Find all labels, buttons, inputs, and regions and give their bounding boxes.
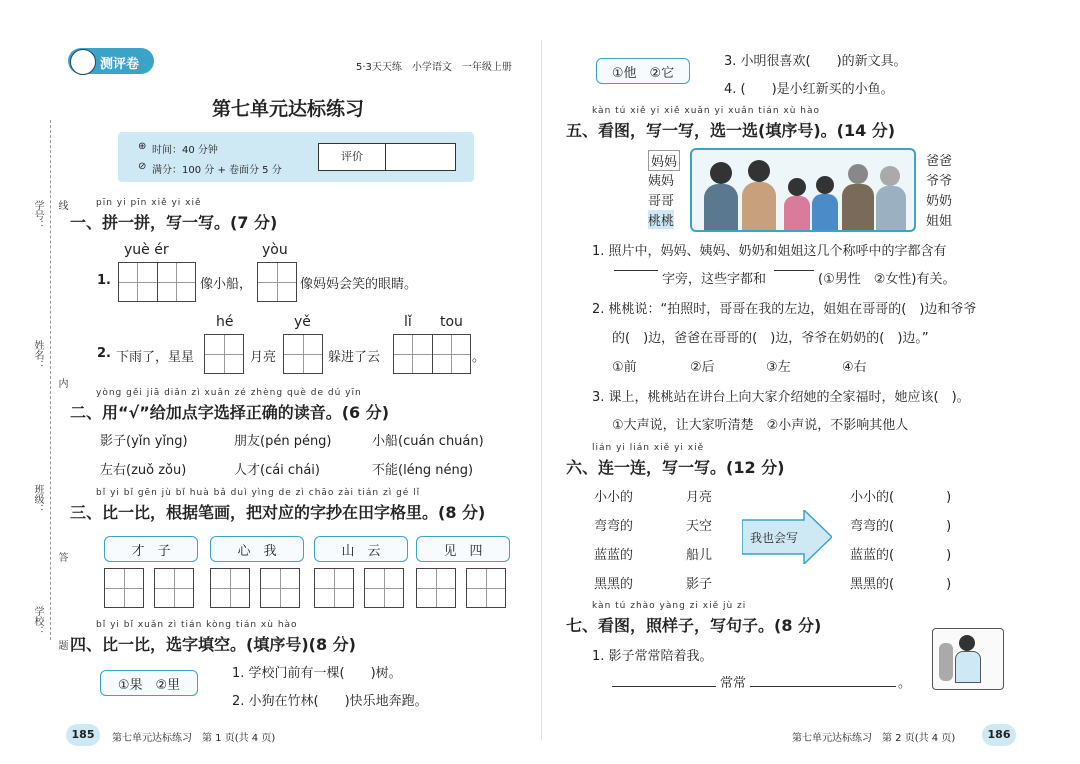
- s5-pinyin: kàn tú xiě yi xiě xuǎn yi xuǎn tián xù hào: [592, 106, 820, 116]
- s5-q1a: 1. 照片中，妈妈、姨妈、奶奶和姐姐这几个称呼中的字都含有: [592, 244, 947, 259]
- s6-left-2: 弯弯的: [594, 519, 634, 534]
- right-page-number: 186: [987, 728, 1011, 741]
- s3-pair-1-text: 才 子: [131, 543, 171, 559]
- family-photo: [690, 148, 916, 232]
- s1-q1-num: 1.: [97, 273, 111, 288]
- girl-body-icon: [955, 651, 981, 683]
- s1-py-6: tou: [440, 314, 463, 330]
- s5-q2-opt-1: ①前: [612, 360, 637, 375]
- side-d2: 内: [56, 378, 67, 388]
- s1-py-4: yě: [294, 314, 311, 330]
- info-box: [118, 132, 474, 182]
- clock-icon: ⊕: [138, 141, 147, 152]
- s3-pair-1: [104, 536, 198, 562]
- s2-item-3[interactable]: 小船(cuán chuán): [372, 434, 484, 449]
- side-d1: 线: [56, 200, 67, 210]
- label-mama: 妈妈: [648, 150, 680, 171]
- s1-q1-a: 像小船，: [200, 277, 253, 292]
- person-icon: [784, 196, 810, 230]
- s6-title: 六、连一连，写一写。(12 分): [566, 458, 785, 477]
- person-icon: [842, 184, 874, 230]
- s6-mid-4[interactable]: 影子: [686, 577, 713, 592]
- r-q4: 4. ( )是小红新买的小鱼。: [724, 82, 894, 97]
- badge-label: 测评卷: [100, 57, 140, 72]
- s1-q2-num: 2.: [97, 346, 111, 361]
- s1-q2-a: 月亮: [250, 350, 277, 365]
- s3-grid-6[interactable]: [364, 568, 404, 608]
- s3-grid-1[interactable]: [104, 568, 144, 608]
- s7-blank-2[interactable]: [750, 670, 896, 687]
- s6-arrow-text: 我也会写: [750, 531, 799, 545]
- right-page: [542, 0, 1080, 764]
- s5-q1c: (①男性 ②女性)有关。: [818, 272, 956, 287]
- score-icon: ⊘: [138, 161, 147, 172]
- s3-pair-3: [314, 536, 408, 562]
- label-jiejie: 姐姐: [926, 214, 953, 229]
- s2-item-5[interactable]: 人才(cái chái): [234, 463, 320, 478]
- s1-pinyin: pīn yi pīn xiě yi xiě: [96, 198, 202, 208]
- s7-q1: 1. 影子常常陪着我。: [592, 649, 713, 664]
- s5-q3-opts: ①大声说，让大家听清楚 ②小声说，不影响其他人: [612, 418, 909, 433]
- s6-right-3[interactable]: 蓝蓝的( ): [850, 548, 952, 563]
- s2-pinyin: yòng gěi jiā diǎn zì xuǎn zé zhèng què de dú yīn: [96, 388, 362, 398]
- person-icon: [848, 164, 868, 184]
- s3-grid-8[interactable]: [466, 568, 506, 608]
- s6-mid-3[interactable]: 船儿: [686, 548, 713, 563]
- s1-q2-end: 。: [472, 350, 486, 365]
- s6-left-4: 黑黑的: [594, 577, 634, 592]
- s3-pair-2: [210, 536, 304, 562]
- s2-item-6[interactable]: 不能(léng néng): [372, 463, 474, 478]
- right-footer-text: 第七单元达标练习 第 2 页(共 4 页): [792, 733, 956, 744]
- r-q3: 3. 小明很喜欢( )的新文具。: [724, 54, 907, 69]
- s5-q1b: 字旁，这些字都和: [662, 272, 767, 287]
- s6-mid-1[interactable]: 月亮: [686, 490, 713, 505]
- label-baba: 爸爸: [926, 154, 953, 169]
- label-nainai: 奶奶: [926, 194, 953, 209]
- side-d3: 答: [56, 552, 67, 562]
- s4-q2: 2. 小狗在竹林( )快乐地奔跑。: [232, 694, 428, 709]
- s2-item-1[interactable]: 影子(yǐn yǐng): [100, 434, 188, 449]
- person-icon: [816, 176, 834, 194]
- page-title: 第七单元达标练习: [212, 98, 365, 120]
- s2-item-2[interactable]: 朋友(pén péng): [234, 434, 332, 449]
- s3-title: 三、比一比，根据笔画，把对应的字抄在田字格里。(8 分): [70, 503, 486, 522]
- s3-grid-5[interactable]: [314, 568, 354, 608]
- s3-grid-2[interactable]: [154, 568, 194, 608]
- s3-pair-4: [416, 536, 510, 562]
- s6-right-1[interactable]: 小小的( ): [850, 490, 952, 505]
- s2-item-4[interactable]: 左右(zuǒ zǒu): [100, 463, 187, 478]
- s6-mid-2[interactable]: 天空: [686, 519, 713, 534]
- s1-q2-b: 躲进了云: [328, 350, 381, 365]
- label-gege: 哥哥: [648, 194, 675, 209]
- s4-title: 四、比一比，选字填空。(填序号)(8 分): [70, 635, 356, 654]
- person-icon: [876, 186, 906, 230]
- s6-left-3: 蓝蓝的: [594, 548, 634, 563]
- s3-grid-7[interactable]: [416, 568, 456, 608]
- s3-pair-2-text: 心 我: [237, 543, 277, 559]
- book-header: 5·3天天练 小学语文 一年级上册: [356, 62, 512, 73]
- side-rule: [50, 120, 52, 640]
- side-xuexiao: 学校：: [32, 606, 43, 636]
- s6-pinyin: lián yi lián xiě yi xiě: [592, 443, 705, 453]
- grid-litou[interactable]: [393, 334, 471, 374]
- r-options: [596, 58, 690, 84]
- s3-grid-4[interactable]: [260, 568, 300, 608]
- side-d4: 题: [56, 640, 67, 650]
- s5-q2-opt-2: ②后: [690, 360, 715, 375]
- s5-blank-1[interactable]: [614, 256, 658, 271]
- grid-you[interactable]: [257, 262, 297, 302]
- left-footer-text: 第七单元达标练习 第 1 页(共 4 页): [112, 733, 276, 744]
- grid-ye[interactable]: [283, 334, 323, 374]
- s5-q3: 3. 课上，桃桃站在讲台上向大家介绍她的全家福时，她应该( )。: [592, 390, 970, 405]
- person-icon: [742, 182, 776, 230]
- s3-pair-4-text: 见 四: [443, 543, 483, 559]
- label-yima: 姨妈: [648, 174, 675, 189]
- eval-box[interactable]: [318, 143, 456, 171]
- side-banji: 班级：: [32, 484, 43, 514]
- s6-right-2[interactable]: 弯弯的( ): [850, 519, 952, 534]
- girl-illustration: [932, 628, 1004, 690]
- s7-pinyin: kàn tú zhào yàng zi xiě jù zi: [592, 601, 747, 611]
- s1-py-1: yuè ér: [124, 242, 169, 258]
- s5-q2-opt-3: ③左: [766, 360, 791, 375]
- person-icon: [812, 194, 838, 230]
- label-taotao: 桃桃: [648, 210, 674, 229]
- r-options-text: ①他 ②它: [611, 65, 675, 81]
- s1-py-3: hé: [216, 314, 234, 330]
- person-icon: [710, 162, 732, 184]
- grid-he[interactable]: [204, 334, 244, 374]
- s7-title: 七、看图，照样子，写句子。(8 分): [566, 616, 822, 635]
- person-icon: [880, 166, 900, 186]
- girl-head-icon: [959, 635, 975, 651]
- s3-pinyin: bǐ yi bǐ gēn jù bǐ huà bǎ duì yìng de zì chāo zài tián zì gé lǐ: [96, 488, 421, 498]
- side-xuehao: 学号：: [32, 200, 43, 230]
- s7-mid: 常常: [720, 676, 747, 691]
- eval-label: 评价: [319, 144, 386, 170]
- s2-title: 二、用“√”给加点字选择正确的读音。(6 分): [70, 403, 390, 422]
- s5-q2b: 的( )边，爸爸在哥哥的( )边，爷爷在奶奶的( )边。”: [612, 331, 929, 346]
- right-footer-page: [982, 724, 1016, 746]
- s3-pair-3-text: 山 云: [341, 543, 381, 559]
- s6-right-4[interactable]: 黑黑的( ): [850, 577, 952, 592]
- person-icon: [704, 184, 738, 230]
- person-icon: [748, 160, 770, 182]
- s7-end: 。: [898, 676, 912, 691]
- s5-title: 五、看图，写一写，选一选(填序号)。(14 分): [566, 121, 896, 140]
- label-yeye: 爷爷: [926, 174, 953, 189]
- s4-q1: 1. 学校门前有一棵( )树。: [232, 666, 402, 681]
- s5-q2a: 2. 桃桃说：“拍照时，哥哥在我的左边，姐姐在哥哥的( )边和爷爷: [592, 302, 977, 317]
- grid-yuer[interactable]: [118, 262, 196, 302]
- s3-grid-3[interactable]: [210, 568, 250, 608]
- side-xingming: 姓名：: [32, 340, 43, 370]
- s1-title: 一、拼一拼，写一写。(7 分): [70, 213, 278, 232]
- s1-q1-b: 像妈妈会笑的眼睛。: [300, 277, 418, 292]
- test-badge: [68, 48, 154, 74]
- s7-blank-1[interactable]: [612, 670, 716, 687]
- s1-q2-pre: 下雨了，星星: [116, 350, 195, 365]
- s1-py-2: yòu: [262, 242, 288, 258]
- s1-py-5: lǐ: [404, 314, 412, 330]
- s4-options-text: ①果 ②里: [117, 677, 181, 693]
- s4-options: [100, 670, 198, 696]
- person-icon: [788, 178, 806, 196]
- s4-pinyin: bǐ yi bǐ xuǎn zì tián kòng tián xù hào: [96, 620, 298, 630]
- left-page-number: 185: [71, 728, 95, 741]
- s5-blank-2[interactable]: [774, 256, 814, 271]
- shadow-icon: [939, 643, 953, 681]
- time-text: 时间：40 分钟: [152, 145, 218, 156]
- score-text: 满分：100 分 + 卷面分 5 分: [152, 165, 282, 176]
- boy-icon: [70, 49, 96, 75]
- s6-left-1: 小小的: [594, 490, 634, 505]
- left-footer-page: [66, 724, 100, 746]
- s5-q2-opt-4: ④右: [842, 360, 867, 375]
